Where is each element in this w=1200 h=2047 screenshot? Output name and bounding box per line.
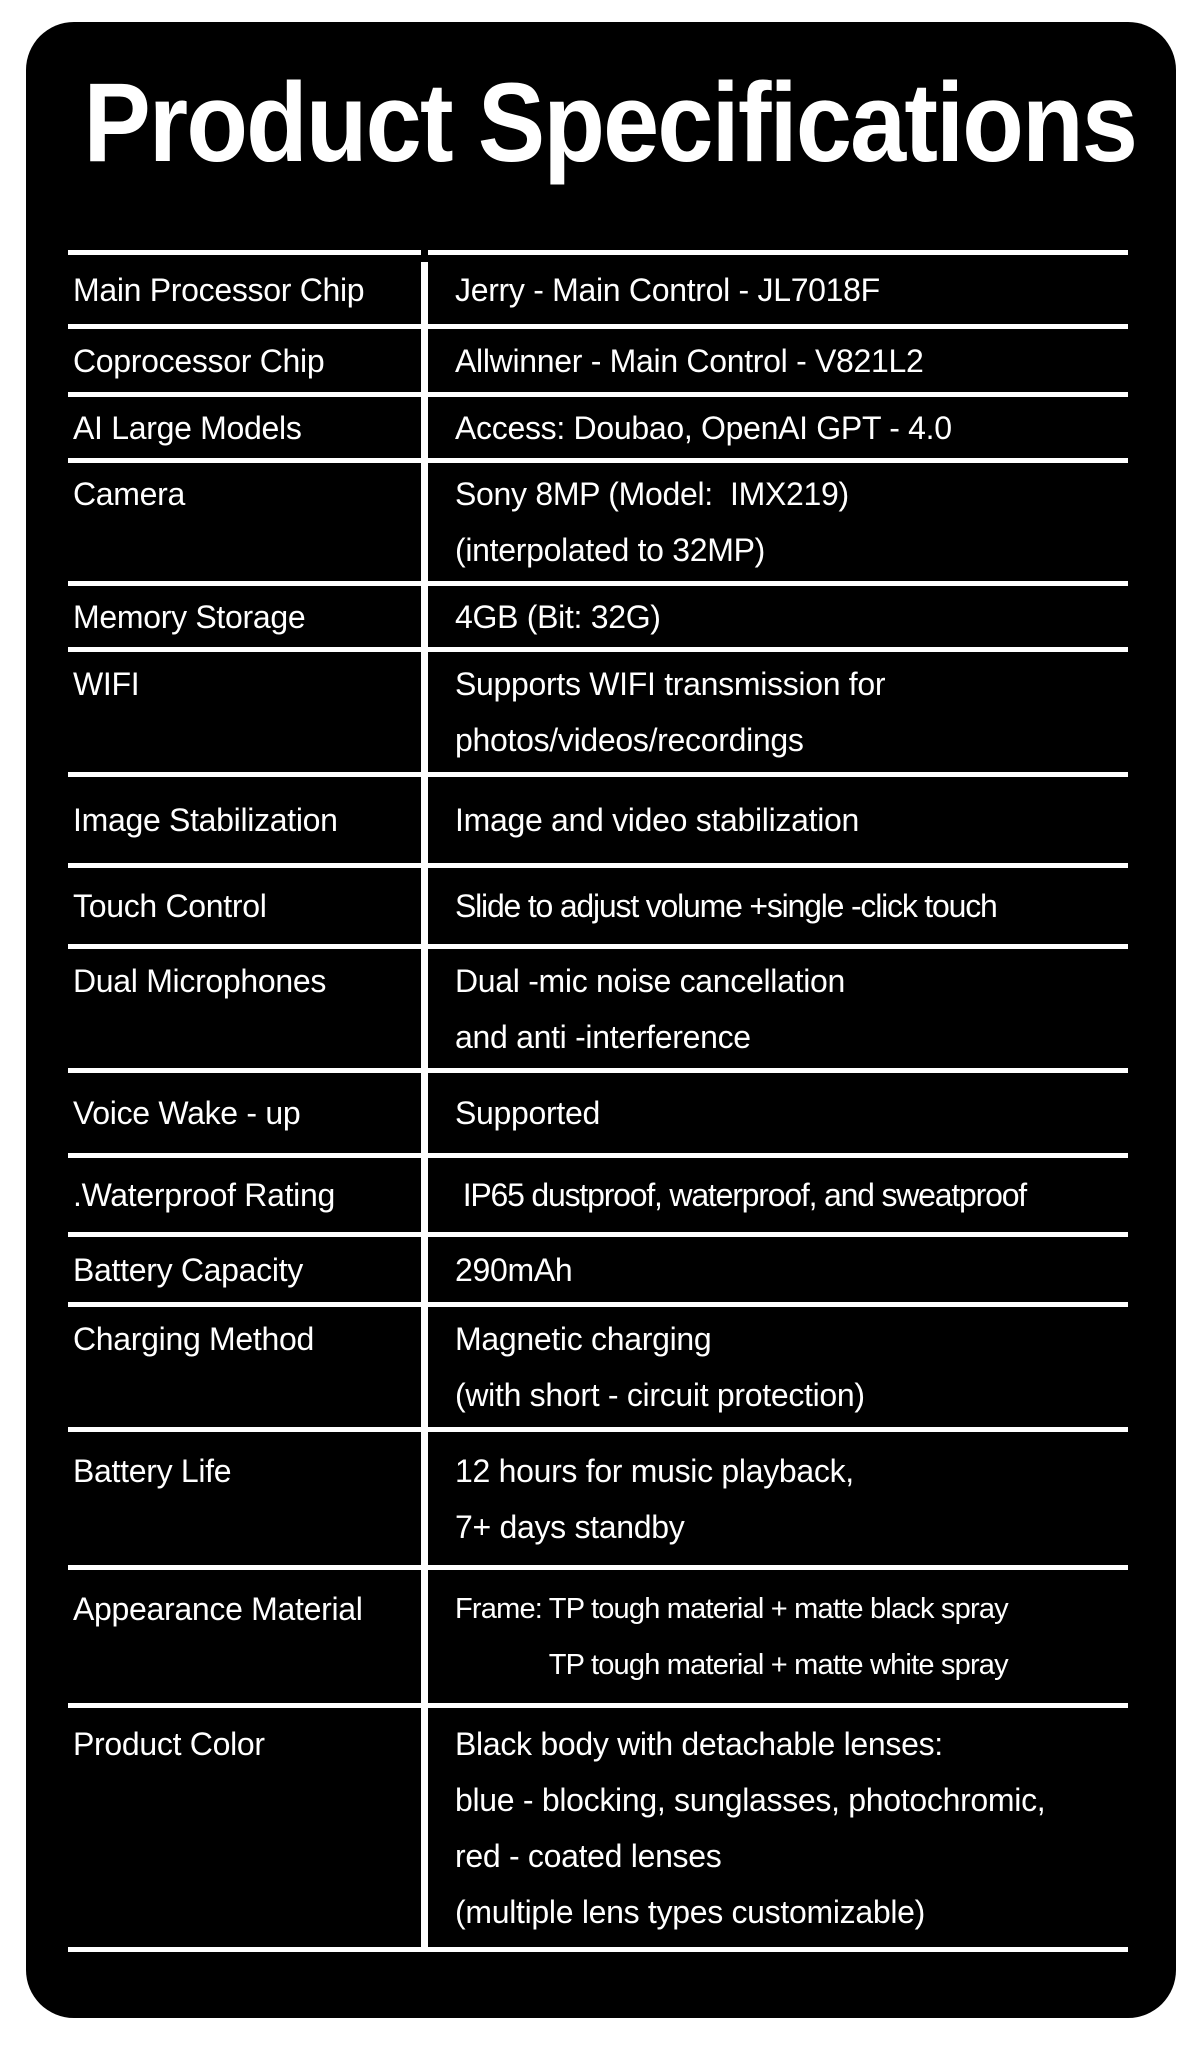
column-divider-line: [421, 1570, 428, 1703]
spec-value-line: Supports WIFI transmission for: [455, 666, 886, 702]
spec-label: Battery Capacity: [73, 1251, 303, 1288]
spec-label-cell: [68, 1237, 421, 1302]
column-divider-line: [421, 1307, 428, 1427]
spec-label-cell: [68, 329, 421, 392]
spec-label: Camera: [73, 476, 186, 512]
spec-value-line: photos/videos/recordings: [455, 722, 804, 758]
spec-value-line: 4GB (Bit: 32G): [455, 598, 661, 635]
spec-label: Battery Life: [73, 1452, 232, 1489]
spec-value-cell: [428, 250, 1128, 324]
spec-label: Touch Control: [73, 888, 267, 924]
spec-label-cell: [68, 949, 421, 1068]
table-row: [68, 1427, 1128, 1565]
spec-label-cell: [68, 1073, 421, 1153]
spec-value-line: IP65 dustproof, waterproof, and sweatproof: [455, 1177, 1026, 1213]
column-divider-line: [421, 777, 428, 863]
spec-value-line: 12 hours for music playback,: [455, 1452, 854, 1489]
spec-label-cell: [68, 463, 421, 581]
spec-value-line: Magnetic charging: [455, 1321, 712, 1357]
spec-value-line: Frame: TP tough material + matte black spray: [455, 1592, 1008, 1625]
spec-label-cell: [68, 250, 421, 324]
table-row: [68, 250, 1128, 324]
spec-value-cell: [428, 397, 1128, 458]
spec-label: Appearance Material: [73, 1590, 363, 1627]
column-divider-line: [421, 329, 428, 392]
spec-value-line: 290mAh: [455, 1251, 573, 1288]
spec-value-line: Black body with detachable lenses:: [455, 1725, 943, 1762]
spec-value-line: Slide to adjust volume +single -click touch: [455, 888, 997, 924]
spec-table: [68, 250, 1128, 1952]
table-row: [68, 944, 1128, 1068]
spec-label: WIFI: [73, 666, 140, 702]
spec-label-cell: [68, 397, 421, 458]
spec-value-line: Sony 8MP (Model: IMX219): [455, 476, 849, 512]
spec-value-cell: [428, 949, 1128, 1068]
column-divider-line: [421, 586, 428, 647]
spec-label: Image Stabilization: [73, 802, 338, 838]
spec-value-line: Jerry - Main Control - JL7018F: [455, 271, 880, 308]
table-row: [68, 647, 1128, 772]
spec-label: .Waterproof Rating: [73, 1177, 335, 1213]
table-row: [68, 772, 1128, 863]
column-divider-line: [421, 652, 428, 772]
spec-value-line: and anti -interference: [455, 1018, 751, 1055]
spec-value-cell: [428, 1432, 1128, 1565]
spec-value-line: 7+ days standby: [455, 1508, 685, 1545]
spec-label-cell: [68, 868, 421, 944]
spec-label-cell: [68, 586, 421, 647]
spec-label: AI Large Models: [73, 409, 302, 446]
table-row: [68, 1302, 1128, 1427]
spec-value-line: (interpolated to 32MP): [455, 532, 766, 568]
table-row: [68, 1068, 1128, 1153]
spec-label-cell: [68, 777, 421, 863]
column-divider-line: [421, 1237, 428, 1302]
spec-value-cell: [428, 652, 1128, 772]
column-divider-line: [421, 1432, 428, 1565]
spec-value-cell: [428, 1237, 1128, 1302]
table-row: [68, 1153, 1128, 1232]
spec-value-line: Allwinner - Main Control - V821L2: [455, 342, 924, 379]
spec-value-line: (multiple lens types customizable): [455, 1893, 925, 1930]
table-row: [68, 1703, 1128, 1952]
spec-value-cell: [428, 1158, 1128, 1232]
spec-label-cell: [68, 1158, 421, 1232]
spec-value-line: blue - blocking, sunglasses, photochromic,: [455, 1781, 1046, 1818]
column-divider-line: [421, 1073, 428, 1153]
page-title: Product Specifications: [83, 60, 1137, 185]
table-row: [68, 458, 1128, 581]
spec-card: [26, 22, 1176, 2018]
spec-value-line: (with short - circuit protection): [455, 1377, 865, 1413]
spec-value-cell: [428, 1307, 1128, 1427]
spec-label: Memory Storage: [73, 598, 306, 635]
table-row: [68, 1232, 1128, 1302]
spec-value-line: Image and video stabilization: [455, 802, 860, 838]
spec-value-line: Supported: [455, 1095, 600, 1131]
table-row: [68, 863, 1128, 944]
spec-label: Voice Wake - up: [73, 1095, 301, 1131]
spec-label-cell: [68, 1307, 421, 1427]
column-divider-line: [421, 463, 428, 581]
spec-value-line: TP tough material + matte white spray: [548, 1648, 1008, 1681]
spec-value-cell: [428, 329, 1128, 392]
table-row: [68, 581, 1128, 647]
spec-value-cell: [428, 1708, 1128, 1947]
spec-label: Dual Microphones: [73, 962, 327, 999]
column-divider-line: [421, 868, 428, 944]
spec-label-cell: [68, 1570, 421, 1703]
spec-label-cell: [68, 1708, 421, 1947]
spec-value-cell: [428, 586, 1128, 647]
spec-value-cell: [428, 868, 1128, 944]
column-divider-line: [421, 1158, 428, 1232]
spec-label-cell: [68, 652, 421, 772]
spec-label: Main Processor Chip: [73, 271, 365, 308]
spec-value-cell: [428, 1073, 1128, 1153]
spec-value-line: Dual -mic noise cancellation: [455, 962, 846, 999]
column-divider-line: [421, 949, 428, 1068]
spec-value-cell: [428, 463, 1128, 581]
spec-label: Coprocessor Chip: [73, 342, 325, 379]
table-row: [68, 1565, 1128, 1703]
column-divider-line: [421, 397, 428, 458]
spec-label-cell: [68, 1432, 421, 1565]
spec-value-line: red - coated lenses: [455, 1837, 722, 1874]
spec-value-line: Access: Doubao, OpenAI GPT - 4.0: [455, 409, 952, 446]
table-row: [68, 392, 1128, 458]
column-divider-line: [421, 1708, 428, 1947]
spec-value-cell: [428, 1570, 1128, 1703]
spec-label: Product Color: [73, 1725, 265, 1762]
spec-label: Charging Method: [73, 1321, 314, 1357]
spec-value-cell: [428, 777, 1128, 863]
column-divider-line: [421, 250, 428, 324]
table-row: [68, 324, 1128, 392]
